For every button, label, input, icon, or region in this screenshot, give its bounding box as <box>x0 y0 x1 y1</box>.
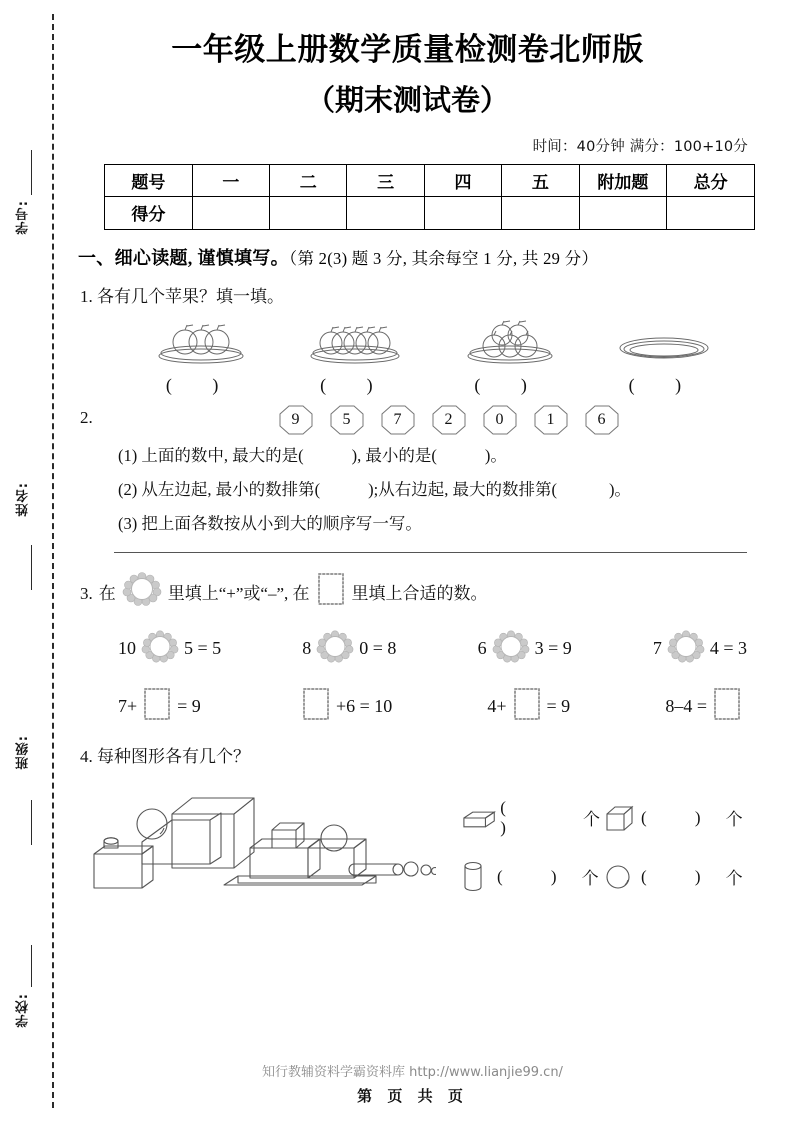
score-table-col-0: 一 <box>192 164 269 196</box>
margin-label-name: 姓名: <box>16 482 31 517</box>
cube-icon <box>604 803 638 833</box>
answer-row-2 <box>460 860 773 894</box>
score-table-col-2: 三 <box>347 164 424 196</box>
binding-margin <box>0 0 60 1122</box>
question-3-text <box>80 571 773 615</box>
flower-circle-icon[interactable] <box>492 630 530 668</box>
octagon-number-0 <box>279 405 313 435</box>
question-4-text <box>80 743 773 770</box>
equation-5 <box>118 686 201 727</box>
question-4-prompt: 每种图形各有几个？ <box>97 746 250 766</box>
footer-pager: 第 页 共 页 <box>357 1087 468 1105</box>
margin-rule-name <box>31 545 32 590</box>
margin-rule-class <box>31 800 32 845</box>
score-table-row-label-1: 得分 <box>105 196 193 229</box>
answer-row-1 <box>460 798 773 838</box>
cuboid-icon <box>460 804 497 832</box>
eq4-left: 7 <box>652 638 662 659</box>
octagon-number-label-3: 2 <box>444 411 453 429</box>
page-footer <box>62 1061 793 1106</box>
margin-label-class: 班级: <box>16 735 31 770</box>
flower-circle-icon[interactable] <box>316 630 354 668</box>
q2-sub2-part-a: (2) 从左边起, 最小的数排第( <box>118 479 321 499</box>
q2-sub1-part-c: )。 <box>484 446 507 466</box>
score-cell-0[interactable] <box>192 196 269 229</box>
octagon-number-label-2: 7 <box>393 411 402 429</box>
perforation-dashed-line <box>52 14 54 1108</box>
question-4-body <box>86 776 773 916</box>
q3-prompt-part-b: 里填上“+”或“–”, 在 <box>167 583 310 603</box>
flower-circle-icon[interactable] <box>141 630 179 668</box>
eq2-left: 8 <box>302 638 312 659</box>
sphere-icon <box>604 862 638 892</box>
eq3-left: 6 <box>477 638 487 659</box>
flower-circle-icon <box>122 572 162 614</box>
score-cell-3[interactable] <box>424 196 501 229</box>
score-table-col-6: 总分 <box>667 164 755 196</box>
eq2-right: 0 = 8 <box>359 638 397 659</box>
answer-blank-sphere[interactable]: ( ) <box>641 866 723 886</box>
score-table <box>104 164 755 230</box>
question-3-equation-row-2 <box>118 686 747 727</box>
question-4-number: 4. <box>80 746 93 766</box>
plate-with-5-apples-icon <box>295 318 415 366</box>
q2-sub2-part-b: );从右边起, 最大的数排第( <box>368 479 557 499</box>
eq1-left: 10 <box>118 638 136 659</box>
octagon-number-label-6: 6 <box>597 411 606 429</box>
footer-source-text: 知行教辅资料学霸资料库 http://www.lianjie99.cn/ <box>262 1065 563 1080</box>
question-1-answer-blank-1[interactable]: ( ) <box>165 375 237 396</box>
octagon-number-1 <box>330 405 364 435</box>
exam-page <box>62 0 793 1122</box>
octagon-number-label-1: 5 <box>342 411 351 429</box>
q2-sub2-part-c: )。 <box>608 479 631 499</box>
section-one-heading <box>78 244 763 270</box>
question-1-text <box>80 283 773 310</box>
octagon-number-label-4: 0 <box>495 411 504 429</box>
score-table-wrapper <box>104 164 755 230</box>
eq1-right: 5 = 5 <box>184 638 222 659</box>
score-cell-5[interactable] <box>579 196 667 229</box>
dotted-box-icon[interactable] <box>712 686 742 727</box>
dotted-box-icon[interactable] <box>301 686 331 727</box>
dotted-box-icon[interactable] <box>512 686 542 727</box>
page-title: 一年级上册数学质量检测卷北师版 <box>171 32 644 68</box>
question-1-answer-blank-2[interactable]: ( ) <box>320 375 391 396</box>
octagon-number-6 <box>585 405 619 435</box>
question-1-answer-blank-3[interactable]: ( ) <box>474 375 545 396</box>
equation-1 <box>118 630 221 668</box>
question-3-equation-row-1 <box>118 630 747 668</box>
margin-label-school: 学校: <box>16 993 31 1028</box>
equation-4 <box>653 630 747 668</box>
eq3-right: 3 = 9 <box>534 638 572 659</box>
answer-blank-cube[interactable]: ( ) <box>641 807 723 827</box>
q2-sub1-part-b: ), 最小的是( <box>351 446 437 466</box>
octagon-number-label-5: 1 <box>546 411 555 429</box>
answer-blank-cylinder[interactable]: ( ) <box>497 866 579 886</box>
answer-cell-cylinder <box>460 860 600 894</box>
solid-shapes-construction-figure <box>86 776 446 899</box>
question-4-answers <box>446 776 773 916</box>
plate-group-2 <box>290 318 420 396</box>
answer-unit-cylinder: 个 <box>581 869 599 889</box>
dotted-box-icon <box>316 571 346 615</box>
answer-unit-cuboid: 个 <box>583 810 600 830</box>
q2-sub1-part-a: (1) 上面的数中, 最大的是( <box>118 446 304 466</box>
equation-8 <box>665 686 747 727</box>
q3-prompt-part-c: 里填上合适的数。 <box>351 583 488 603</box>
score-table-row-label-0: 题号 <box>105 164 193 196</box>
eq7-after: = 9 <box>546 695 571 716</box>
cylinder-icon <box>460 860 494 894</box>
score-cell-6[interactable] <box>667 196 755 229</box>
question-1-plates <box>124 318 741 396</box>
score-cell-4[interactable] <box>502 196 579 229</box>
eq5-after: = 9 <box>177 695 201 716</box>
question-2-sub-2 <box>118 478 773 503</box>
answer-unit-sphere: 个 <box>725 869 743 889</box>
table-row-header <box>105 164 755 196</box>
question-2-number-cards <box>104 405 793 435</box>
question-3-number: 3. <box>80 583 93 603</box>
margin-rule-school <box>31 945 32 987</box>
eq7-before: 4+ <box>487 695 507 716</box>
question-2-number: 2. <box>80 408 93 428</box>
score-table-col-5: 附加题 <box>579 164 667 196</box>
page-subtitle: （期末测试卷） <box>305 82 509 117</box>
equation-6 <box>296 686 392 727</box>
section-one-title: 一、细心读题, 谨慎填写。 <box>78 247 289 268</box>
score-table-col-3: 四 <box>424 164 501 196</box>
octagon-number-label-0: 9 <box>291 411 300 429</box>
octagon-number-3 <box>432 405 466 435</box>
equation-3 <box>478 630 572 668</box>
flower-circle-icon[interactable] <box>667 630 705 668</box>
score-table-col-1: 二 <box>270 164 347 196</box>
equation-7 <box>487 686 570 727</box>
question-1-prompt: 各有几个苹果？填一填。 <box>97 286 284 306</box>
answer-writing-rule <box>114 552 747 553</box>
score-cell-1[interactable] <box>270 196 347 229</box>
margin-label-student-id: 学号: <box>16 200 31 235</box>
plate-group-1 <box>136 318 266 396</box>
empty-plate-icon <box>604 318 724 366</box>
answer-blank-cuboid[interactable]: ( ) <box>500 797 528 837</box>
score-table-col-4: 五 <box>502 164 579 196</box>
exam-meta-info: 时间：40分钟 满分：100+10分 <box>532 138 748 155</box>
question-2-sub-1 <box>118 444 773 469</box>
section-one-points: （第 2(3) 题 3 分, 其余每空 1 分, 共 29 分） <box>288 248 599 268</box>
plate-with-3-apples-icon <box>141 318 261 366</box>
answer-cell-sphere <box>604 862 744 892</box>
answer-unit-cube: 个 <box>725 810 743 830</box>
eq5-before: 7+ <box>118 695 138 716</box>
table-row-scores <box>105 196 755 229</box>
dotted-box-icon[interactable] <box>142 686 172 727</box>
question-2-sub-3: (3) 把上面各数按从小到大的顺序写一写。 <box>118 513 422 533</box>
score-cell-2[interactable] <box>347 196 424 229</box>
question-1-answer-blank-4[interactable]: ( ) <box>628 375 700 396</box>
question-1-number: 1. <box>80 286 93 306</box>
q3-prompt-part-a: 在 <box>98 583 116 603</box>
equation-2 <box>302 630 396 668</box>
answer-cell-cuboid <box>460 798 600 838</box>
answer-cell-cube <box>604 803 744 833</box>
octagon-number-2 <box>381 405 415 435</box>
plate-group-4 <box>599 318 729 396</box>
eq6-after: +6 = 10 <box>335 695 393 716</box>
margin-rule-top <box>31 150 32 195</box>
eq4-right: 4 = 3 <box>709 638 747 659</box>
octagon-number-5 <box>534 405 568 435</box>
eq8-before: 8–4 = <box>665 695 707 716</box>
plate-with-5-apples-stacked-icon <box>450 318 570 366</box>
octagon-number-4 <box>483 405 517 435</box>
plate-group-3 <box>445 318 575 396</box>
